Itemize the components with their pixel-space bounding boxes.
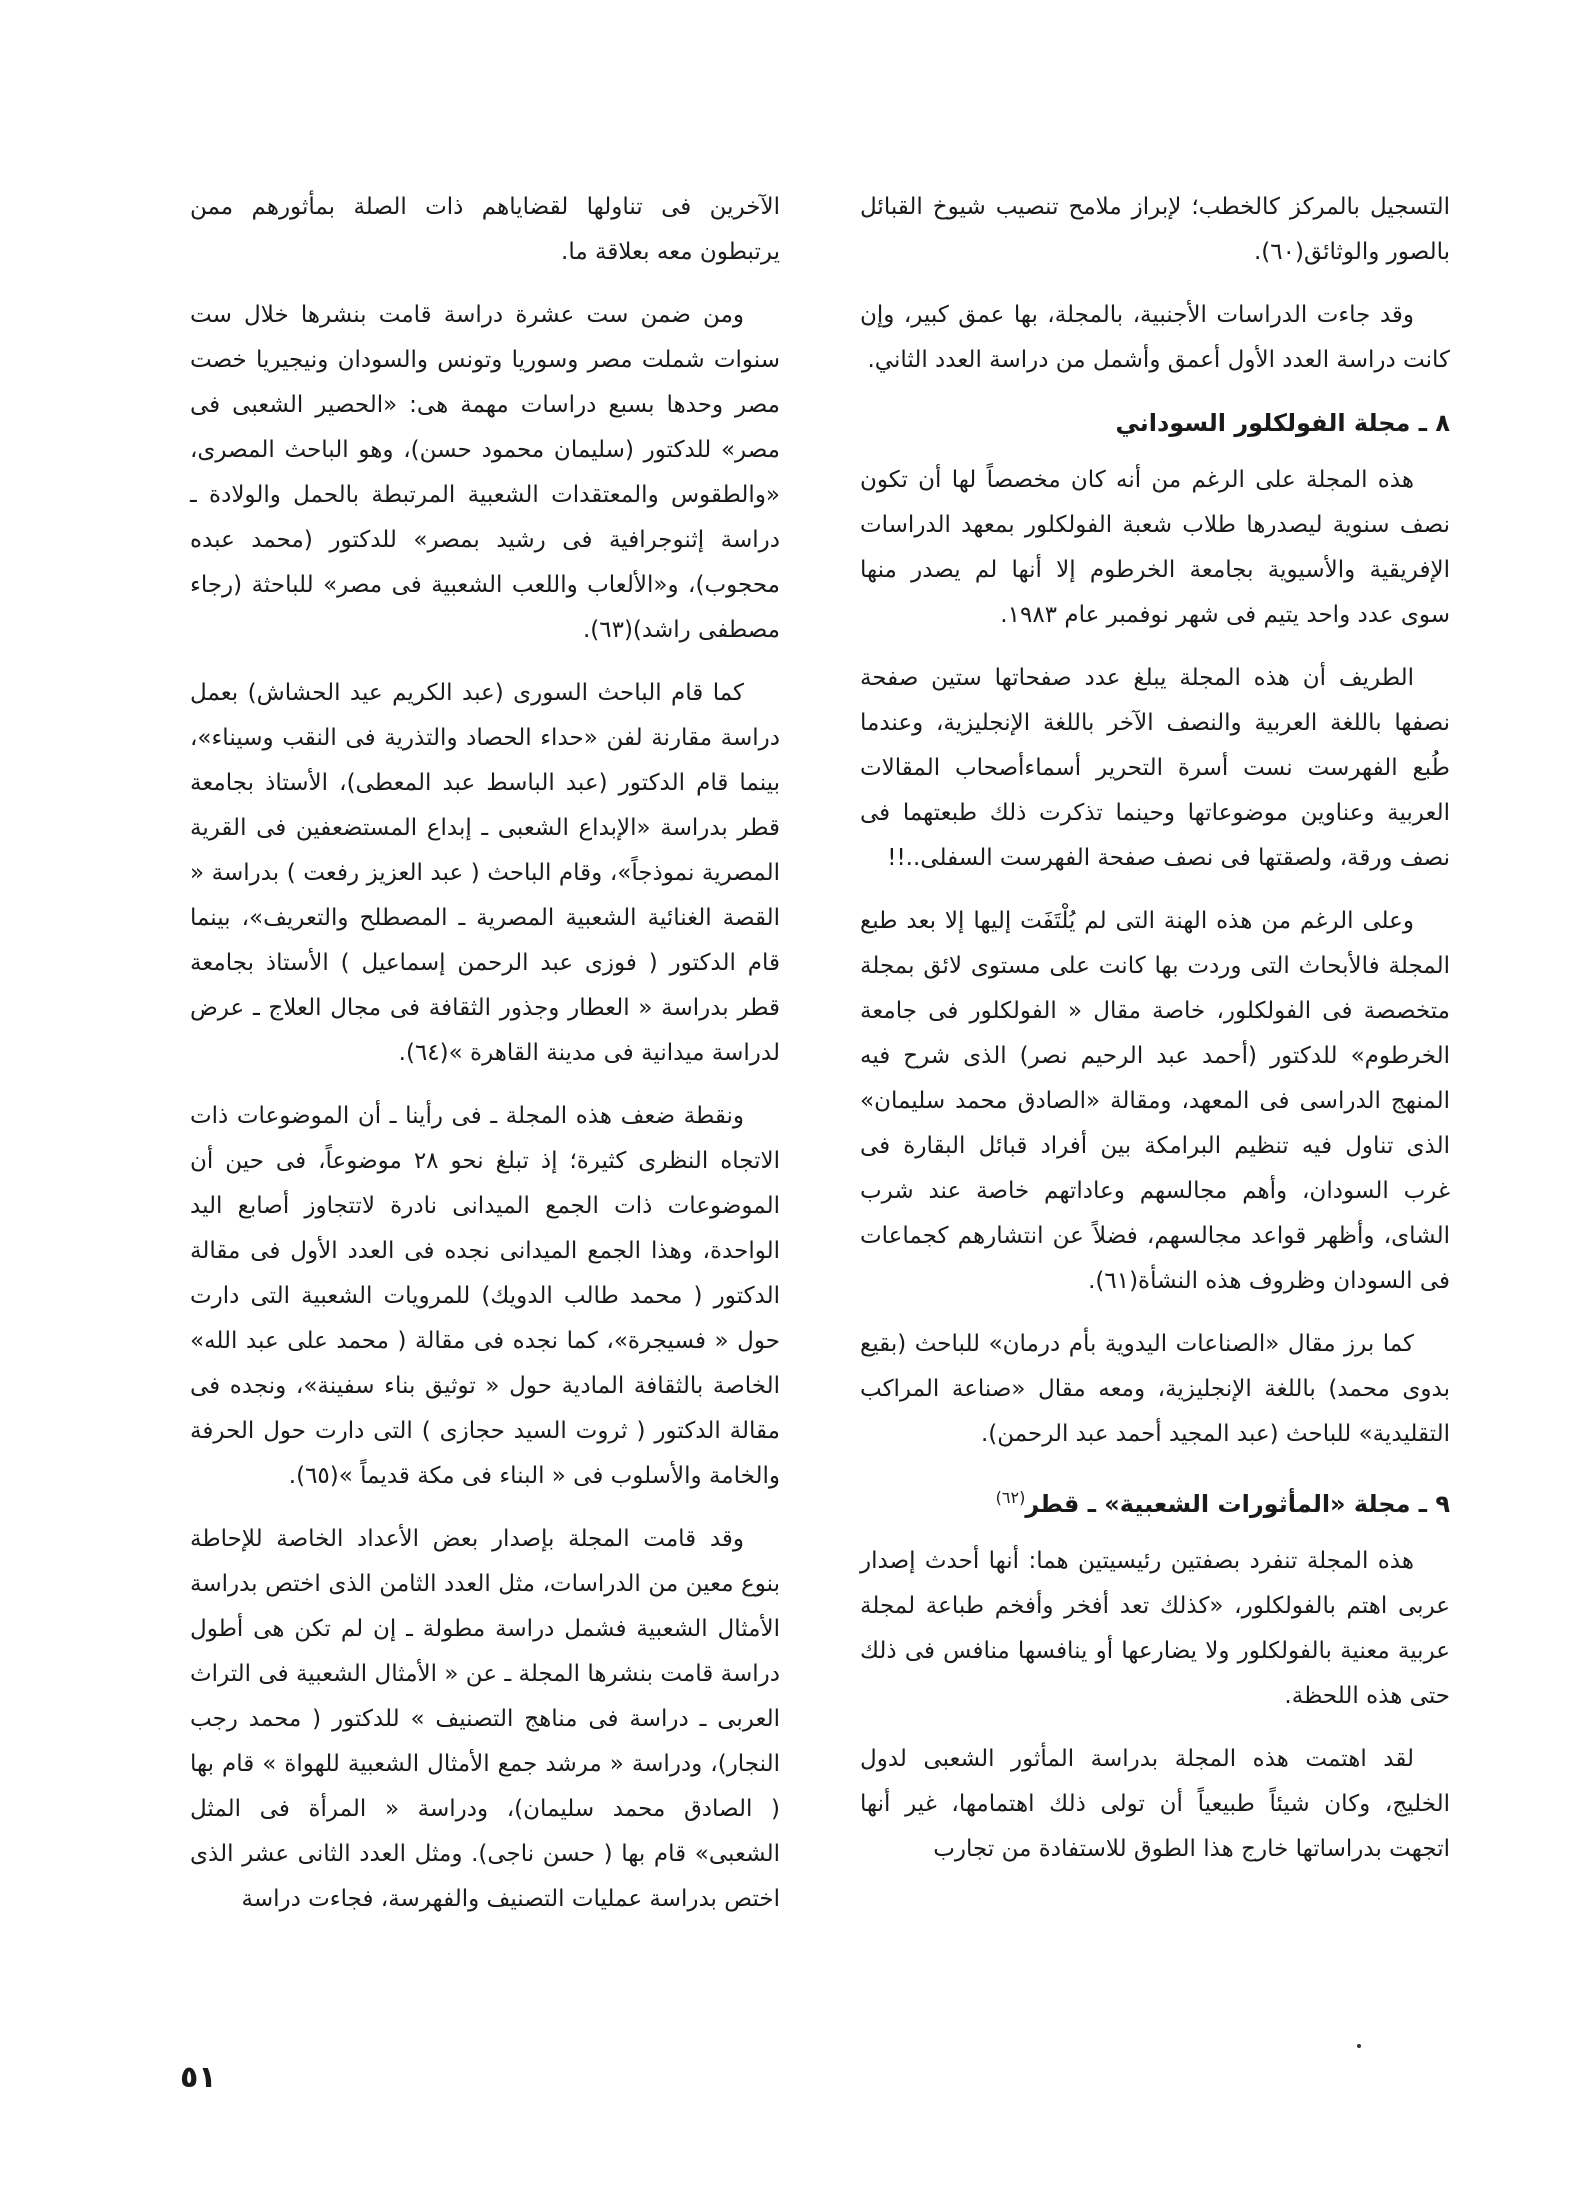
paragraph: هذه المجلة على الرغم من أنه كان مخصصاً لها أن تكون نصف سنوية ليصدرها طلاب شعبة الفولكلور بمعهد الدراسات الإفريقية والأسيوية بجامعة الخرطوم إلا أنها لم يصدر منها سوى عدد واحد يتيم فى شهر نوفمبر عام ١٩٨٣. (860, 467, 1450, 628)
section-heading-8: ٨ ـ مجلة الفولكلور السوداني (1115, 409, 1450, 437)
paragraph: الآخرين فى تناولها لقضاياهم ذات الصلة بمأثورهم ممن يرتبطون معه بعلاقة ما. (190, 194, 780, 265)
paragraph: ونقطة ضعف هذه المجلة ـ فى رأينا ـ أن الموضوعات ذات الاتجاه النظرى كثيرة؛ إذ تبلغ نحو ٢٨ موضوعاً، فى حين أن الموضوعات ذات الجمع الميدانى نادرة لاتتجاوز أصابع اليد الواحدة، وهذا الجمع الميدانى نجده فى العدد الأول فى مقالة الدكتور ( محمد طالب الدويك) للمرويات الشعبية التى دارت حول « فسيجرة»، كما نجده فى مقالة ( محمد على عبد الله» الخاصة بالثقافة المادية حول « توثيق بناء سفينة»، ونجده فى مقالة الدكتور ( ثروت السيد حجازى ) التى دارت حول الحرفة والخامة والأسلوب فى « البناء فى مكة قديماً »(٦٥). (190, 1103, 781, 1489)
paragraph: ومن ضمن ست عشرة دراسة قامت بنشرها خلال ست سنوات شملت مصر وسوريا وتونس والسودان ونيجيريا خصت مصر وحدها بسبع دراسات مهمة هى: «الحصير الشعبى فى مصر» للدكتور (سليمان محمود حسن)، وهو الباحث المصرى، «والطقوس والمعتقدات الشعبية المرتبطة بالحمل والولادة ـ دراسة إثنوجرافية فى رشيد بمصر» للدكتور (محمد عبده محجوب)، و«الألعاب واللعب الشعبية فى مصر» للباحثة (رجاء مصطفى راشد)(٦٣). (190, 302, 780, 643)
scan-speck (1357, 2044, 1361, 2048)
paragraph: هذه المجلة تنفرد بصفتين رئيسيتين هما: أنها أحدث إصدار عربى اهتم بالفولكلور، «كذلك تعد أفخر وأفخم طباعة لمجلة عربية معنية بالفولكلور ولا يضارعها أو ينافسها منافس فى ذلك حتى هذه اللحظة. (860, 1548, 1450, 1709)
footnote-ref: (٦٢) (995, 1488, 1026, 1507)
left-column (190, 185, 780, 1940)
paragraph: وقد جاءت الدراسات الأجنبية، بالمجلة، بها عمق كبير، وإن كانت دراسة العدد الأول أعمق وأشمل من دراسة العدد الثاني. (860, 302, 1450, 373)
paragraph: كما برز مقال «الصناعات اليدوية بأم درمان» للباحث (بقيع بدوى محمد) باللغة الإنجليزية، ومعه مقال «صناعة المراكب التقليدية» للباحث (عبد المجيد أحمد عبد الرحمن). (860, 1331, 1450, 1447)
section-heading-9-text: ٩ ـ مجلة «المأثورات الشعبية» ـ قطر (1025, 1490, 1450, 1518)
page-number: ٥١ (180, 2060, 217, 2095)
paragraph: الطريف أن هذه المجلة يبلغ عدد صفحاتها ستين صفحة نصفها باللغة العربية والنصف الآخر باللغة الإنجليزية، وعندما طُبع الفهرست نست أسرة التحرير أسماءأصحاب المقالات العربية وعناوين موضوعاتها وحينما تذكرت ذلك طبعتهما فى نصف ورقة، ولصقتها فى نصف صفحة الفهرست السفلى..!! (860, 665, 1450, 871)
right-column (860, 185, 1450, 1890)
paragraph: وقد قامت المجلة بإصدار بعض الأعداد الخاصة للإحاطة بنوع معين من الدراسات، مثل العدد الثامن الذى اختص بدراسة الأمثال الشعبية فشمل دراسة مطولة ـ إن لم تكن هى أطول دراسة قامت بنشرها المجلة ـ عن « الأمثال الشعبية فى التراث العربى ـ دراسة فى مناهج التصنيف » للدكتور ( محمد رجب النجار)، ودراسة « مرشد جمع الأمثال الشعبية للهواة » قام بها ( الصادق محمد سليمان)، ودراسة « المرأة فى المثل الشعبى» قام بها ( حسن ناجى). ومثل العدد الثانى عشر الذى اختص بدراسة عمليات التصنيف والفهرسة، فجاءت دراسة (190, 1526, 780, 1912)
paragraph: وعلى الرغم من هذه الهنة التى لم يُلْتَفَت إليها إلا بعد طبع المجلة فالأبحاث التى وردت بها كانت على مستوى لائق بمجلة متخصصة فى الفولكلور، خاصة مقال « الفولكلور فى جامعة الخرطوم» للدكتور (أحمد عبد الرحيم نصر) الذى شرح فيه المنهج الدراسى فى المعهد، ومقالة «الصادق محمد سليمان» الذى تناول فيه تنظيم البرامكة بين أفراد قبائل البقارة فى غرب السودان، وأهم مجالسهم وعاداتهم خاصة عند شرب الشاى، وأظهر قواعد مجالسهم، فضلاً عن انتشارهم كجماعات فى السودان وظروف هذه النشأة(٦١). (860, 908, 1450, 1294)
paragraph: التسجيل بالمركز كالخطب؛ لإبراز ملامح تنصيب شيوخ القبائل بالصور والوثائق(٦٠). (860, 194, 1450, 265)
paragraph: كما قام الباحث السورى (عبد الكريم عيد الحشاش) بعمل دراسة مقارنة لفن «حداء الحصاد والتذرية فى النقب وسيناء»، بينما قام الدكتور (عبد الباسط عبد المعطى)، الأستاذ بجامعة قطر بدراسة «الإبداع الشعبى ـ إبداع المستضعفين فى القرية المصرية نموذجاً»، وقام الباحث ( عبد العزيز رفعت ) بدراسة « القصة الغنائية الشعبية المصرية ـ المصطلح والتعريف»، بينما قام الدكتور ( فوزى عبد الرحمن إسماعيل ) الأستاذ بجامعة قطر بدراسة « العطار وجذور الثقافة فى مجال العلاج ـ عرض لدراسة ميدانية فى مدينة القاهرة »(٦٤). (190, 680, 780, 1066)
paragraph: لقد اهتمت هذه المجلة بدراسة المأثور الشعبى لدول الخليج، وكان شيئاً طبيعياً أن تولى ذلك اهتمامها، غير أنها اتجهت بدراساتها خارج هذا الطوق للاستفادة من تجارب (860, 1746, 1450, 1862)
section-heading-9 (860, 1475, 1450, 1527)
